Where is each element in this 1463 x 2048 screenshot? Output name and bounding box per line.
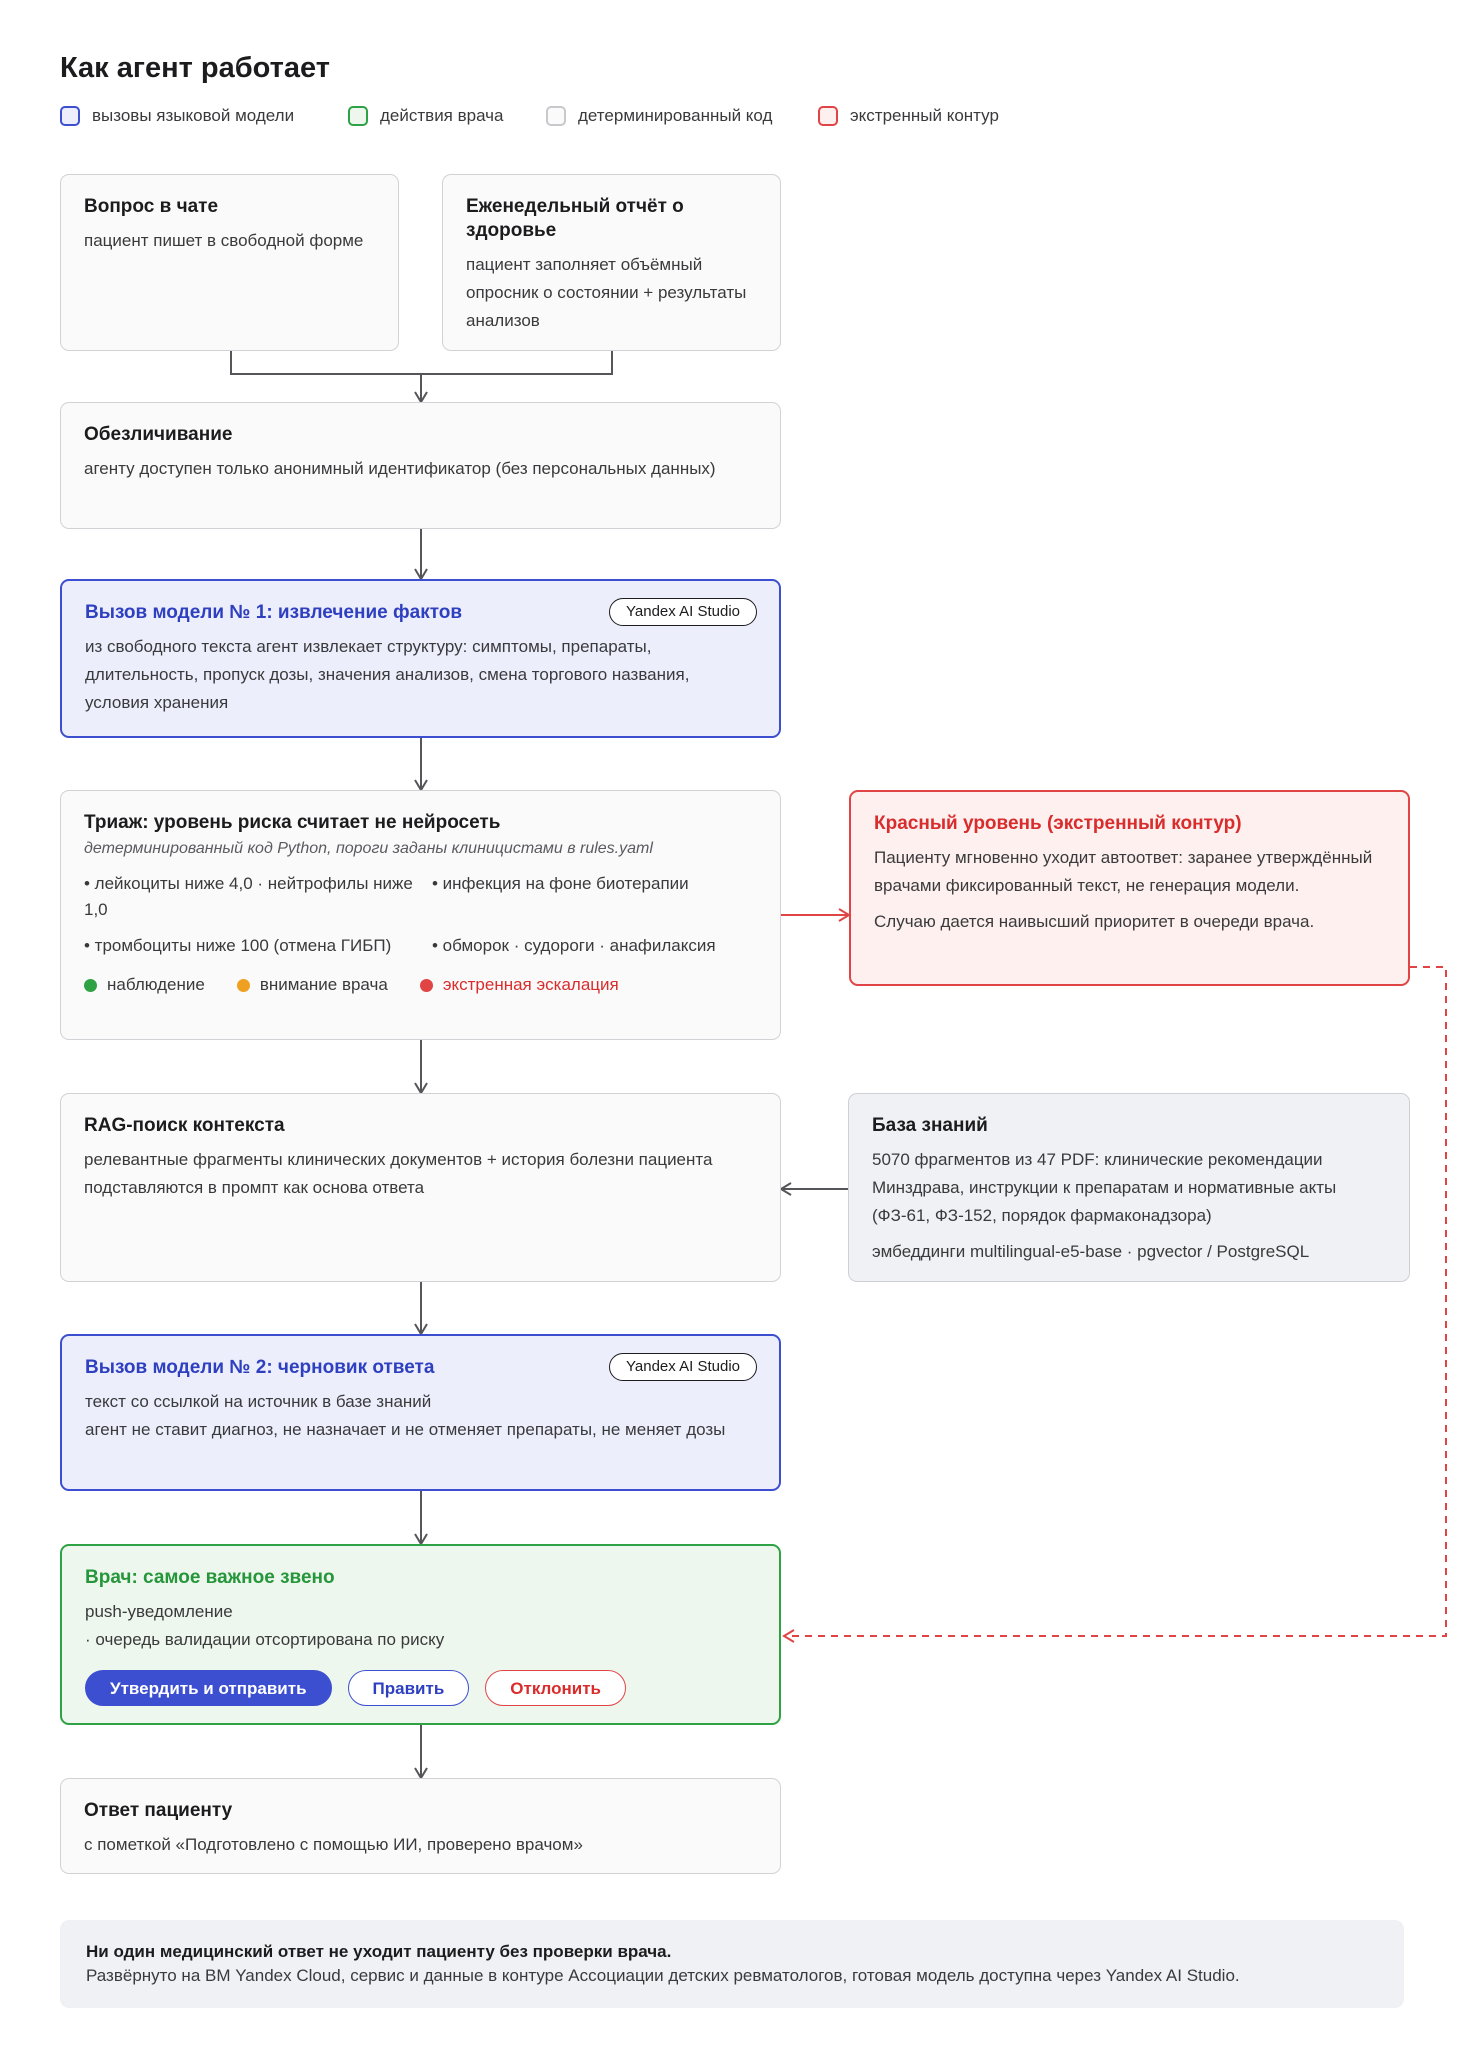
node-text-2: Случаю дается наивысший приоритет в очереди врача. (874, 912, 1315, 931)
node-text: текст со ссылкой на источник в базе знаний (85, 1392, 432, 1411)
legend-label: экстренный контур (850, 106, 999, 125)
node-text: пациент заполняет объёмный опросник о состоянии + результаты анализов (466, 255, 747, 330)
approve-send-button[interactable]: Утвердить и отправить (85, 1670, 332, 1706)
footer-bold-text: Ни один медицинский ответ не уходит пациенту без проверки врача. (86, 1942, 672, 1961)
level-label: внимание врача (259, 975, 388, 994)
footer-note (60, 1920, 1404, 2008)
node-rag-search (60, 1093, 781, 1282)
node-triage (60, 790, 781, 1040)
node-text-2: эмбеддинги multilingual-e5-base · pgvector / PostgreSQL (872, 1242, 1310, 1261)
reject-button[interactable]: Отклонить (485, 1670, 626, 1706)
risk-levels (84, 975, 758, 995)
level-label: наблюдение (107, 975, 205, 994)
node-text: релевантные фрагменты клинических документов + история болезни пациента подставляются в промпт как основа ответа (84, 1150, 713, 1197)
node-title: Триаж: уровень риска считает не нейросеть (84, 812, 501, 833)
yandex-ai-studio-tag: Yandex AI Studio (609, 1353, 757, 1381)
green-dot-icon (84, 979, 97, 992)
node-subtitle: детерминированный код Python, пороги заданы клиницистами в rules.yaml (84, 840, 653, 857)
orange-dot-icon (237, 979, 250, 992)
level-attention (237, 975, 388, 995)
criterion-item: • обморок · судороги · анафилаксия (432, 936, 716, 955)
legend-label: детерминированный код (578, 106, 773, 125)
node-title: RAG-поиск контекста (84, 1115, 285, 1136)
node-text: Пациенту мгновенно уходит автоответ: заранее утверждённый врачами фиксированный текст, не генерация модели. (874, 848, 1373, 895)
red-dot-icon (420, 979, 433, 992)
node-title: Красный уровень (экстренный контур) (874, 813, 1242, 834)
node-title: Вопрос в чате (84, 196, 219, 217)
edit-button[interactable]: Править (348, 1670, 470, 1706)
criterion-item: • инфекция на фоне биотерапии (432, 874, 689, 893)
criterion-item: • тромбоциты ниже 100 (отмена ГИБП) (84, 936, 392, 955)
legend-label: действия врача (380, 106, 504, 125)
legend-label: вызовы языковой модели (92, 106, 295, 125)
yandex-ai-studio-tag: Yandex AI Studio (609, 598, 757, 626)
node-title: Ответ пациенту (84, 1800, 233, 1821)
node-title: Обезличивание (84, 424, 233, 445)
node-red-level (849, 790, 1410, 986)
node-weekly-report (442, 174, 781, 351)
node-title: Еженедельный отчёт о здоровье (466, 196, 684, 241)
node-anonymization (60, 402, 781, 529)
node-text: с пометкой «Подготовлено с помощью ИИ, проверено врачом» (84, 1835, 583, 1854)
level-emergency (420, 975, 619, 995)
node-title: Вызов модели № 1: извлечение фактов (85, 602, 463, 623)
arrow-red-to-doctor (784, 967, 1446, 1636)
node-text-2: · очередь валидации отсортирована по риску (85, 1630, 445, 1649)
node-text: пациент пишет в свободной форме (84, 231, 364, 250)
criterion-item: • лейкоциты ниже 4,0 · нейтрофилы ниже 1,0 (84, 874, 413, 919)
level-label: экстренная эскалация (442, 975, 619, 994)
node-chat-question (60, 174, 399, 351)
node-title: База знаний (872, 1115, 988, 1136)
node-doctor (60, 1544, 781, 1725)
page-title: Как агент работает (60, 52, 330, 84)
node-llm-call-1 (60, 579, 781, 738)
node-title: Врач: самое важное звено (85, 1567, 335, 1588)
node-patient-answer (60, 1778, 781, 1874)
merge-connector (231, 351, 612, 402)
triage-criteria (84, 871, 758, 959)
node-text: агенту доступен только анонимный идентификатор (без персональных данных) (84, 459, 716, 478)
footer-text: Развёрнуто на ВМ Yandex Cloud, сервис и данные в контуре Ассоциации детских ревматологов, готовая модель доступна через Yandex AI Studio. (86, 1966, 1240, 1985)
node-knowledge-base (848, 1093, 1410, 1282)
node-text: из свободного текста агент извлекает структуру: симптомы, препараты, длительность, пропуск дозы, значения анализов, смена торгового названия, условия хранения (85, 637, 690, 712)
node-text: 5070 фрагментов из 47 PDF: клинические рекомендации Минздрава, инструкции к препаратам и нормативные акты (ФЗ-61, ФЗ-152, порядок фармаконадзора) (872, 1150, 1337, 1225)
level-observation (84, 975, 205, 995)
node-text-2: агент не ставит диагноз, не назначает и не отменяет препараты, не меняет дозы (85, 1420, 726, 1439)
doctor-actions (85, 1670, 757, 1706)
node-llm-call-2 (60, 1334, 781, 1491)
node-title: Вызов модели № 2: черновик ответа (85, 1357, 435, 1378)
node-text: push-уведомление (85, 1602, 233, 1621)
